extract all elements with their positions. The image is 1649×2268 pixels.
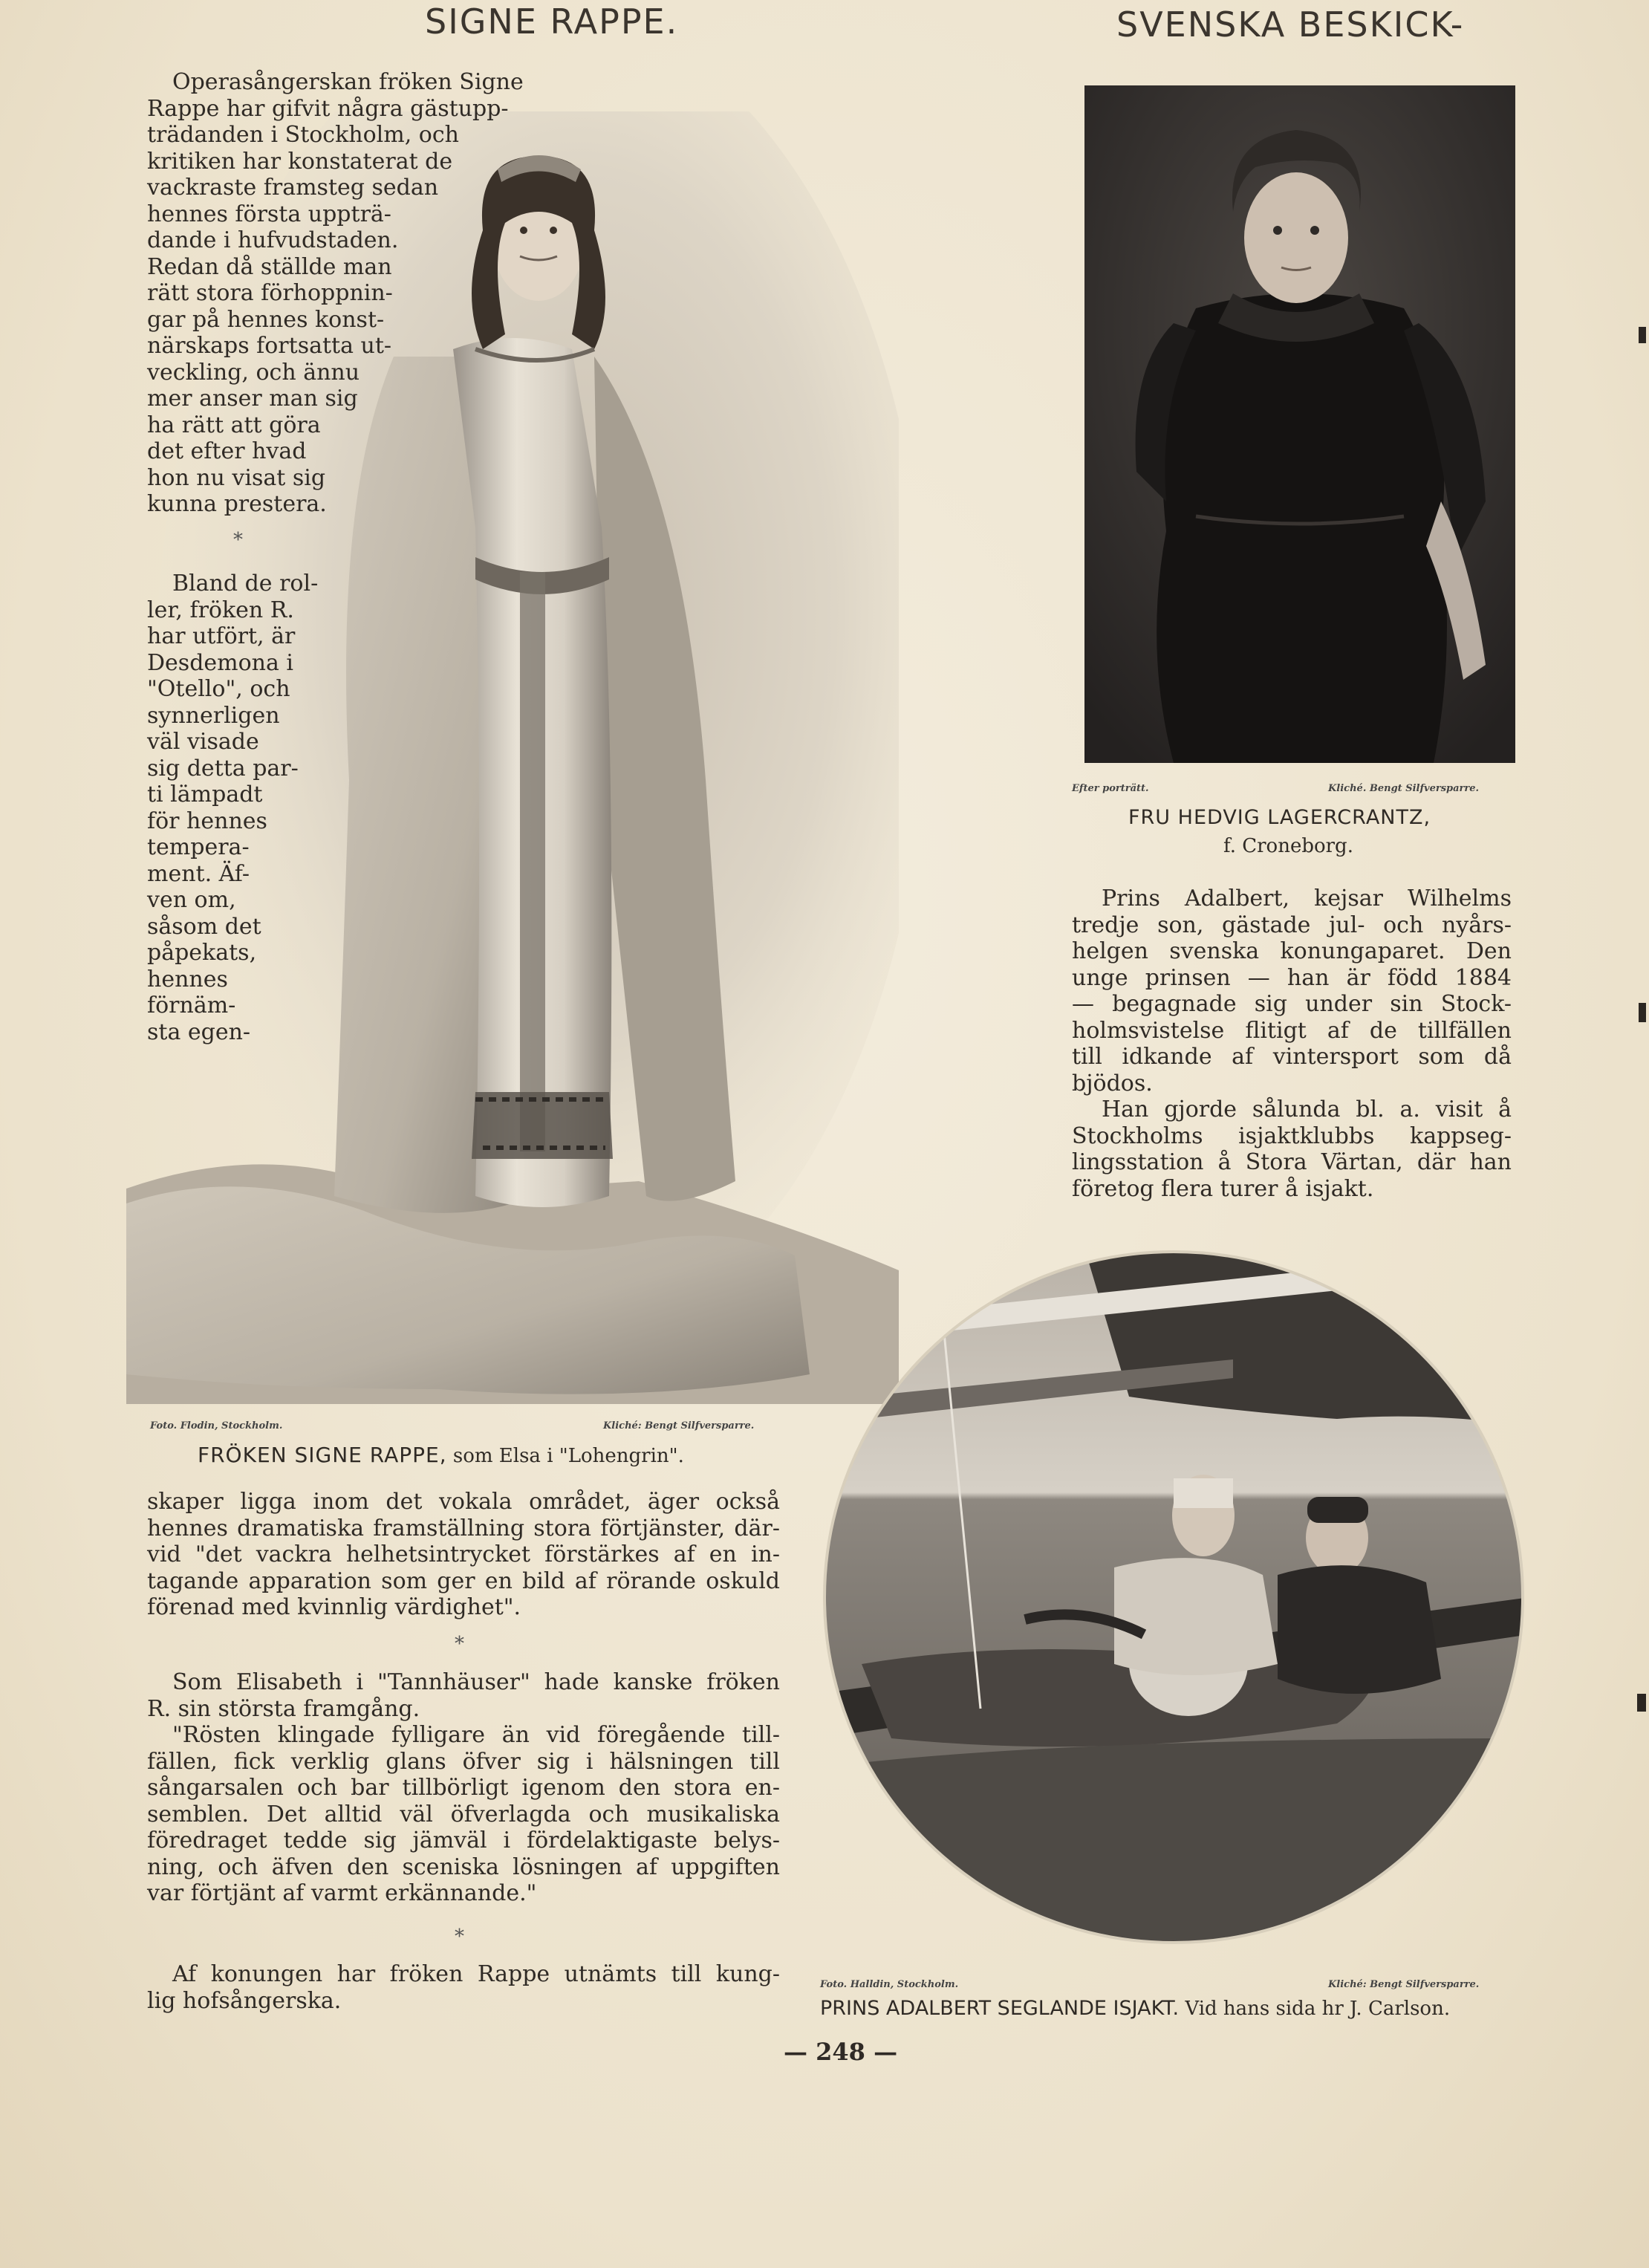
iceyacht-cliche-credit: Kliché: Bengt Silfversparre. — [1328, 1979, 1480, 1990]
lagercrantz-cliche-credit: Kliché. Bengt Silfversparre. — [1328, 783, 1480, 794]
rappe-photo-credit: Foto. Flodin, Stockholm. — [150, 1420, 283, 1432]
iceyacht-caption: PRINS ADALBERT SEGLANDE ISJAKT. Vid hans sida hr J. Carlson. — [820, 1997, 1451, 2020]
rappe-text-appointment: Af konungen har fröken Rappe utnämts till kung- lig hofsångerska. — [147, 1961, 780, 2014]
photo-ice-yacht — [817, 1248, 1530, 1946]
rappe-text-dramatic: skaper ligga inom det vokala området, äger också hennes dramatiska framställning stora förtjänster, där- vid "det vackra helhetsintrycket förstärkes af en in- tagande apparation som ger en bild af rörande oskuld förenad med kvinnlig värdighet". — [147, 1489, 780, 1620]
adalbert-text-visit: Prins Adalbert, kejsar Wilhelms tredje son, gästade jul- och nyårs- helgen svenska konungaparet. Den unge prinsen — han är född 1884 — begagnade sig under sin Stock- holmsvistelse flitigt af de tillfällen till idkande af vintersport som då bjödos. — [1072, 886, 1512, 1096]
photo-hedvig-lagercrantz — [1084, 85, 1515, 763]
rappe-text-roles: Bland de rol- ler, fröken R. har utfört, är Desdemona i "Otello", och synnerligen väl visade sig detta par- ti lämpadt för hennes tempera- ment. Äf- ven om, såsom det påpekats, hennes förnäm- sta egen- — [147, 571, 319, 1045]
lagercrantz-photo-credit: Efter porträtt. — [1072, 783, 1149, 794]
separator-star: * — [455, 1926, 464, 1948]
separator-star: * — [233, 529, 243, 551]
header-left: SIGNE RAPPE. — [425, 1, 679, 42]
rappe-text-intro: Operasångerskan fröken Signe Rappe har gifvit några gästupp- trädanden i Stockholm, och kritiken har konstaterat de vackraste framsteg sedan hennes första uppträ- dande i hufvudstaden. Redan då ställde man rätt stora förhoppnin- gar på hennes konst- närskaps fortsatta ut- veckling, och ännu mer anser man sig ha rätt att göra det efter hvad hon nu visat sig kunna prestera. — [147, 69, 524, 517]
separator-star: * — [455, 1633, 464, 1655]
lagercrantz-caption-maiden-name: f. Croneborg. — [1223, 835, 1353, 857]
adalbert-text-iceyacht: Han gjorde sålunda bl. a. visit å Stockholms isjaktklubbs kappseg- lingsstation å Stora Värtan, där han företog flera turer å isjakt. — [1072, 1096, 1512, 1202]
iceyacht-photo-credit: Foto. Halldin, Stockholm. — [820, 1979, 959, 1990]
margin-speck — [1637, 1694, 1646, 1712]
page-number: — 248 — — [784, 2038, 898, 2066]
lagercrantz-caption: FRU HEDVIG LAGERCRANTZ, — [1128, 806, 1431, 829]
rappe-cliche-credit: Kliché: Bengt Silfversparre. — [603, 1420, 755, 1432]
header-right: SVENSKA BESKICK- — [1116, 4, 1465, 45]
rappe-text-tannhauser: Som Elisabeth i "Tannhäuser" hade kanske fröken R. sin största framgång. "Rösten klingade fylligare än vid föregående till- fällen, fick verklig glans öfver sig i hälsningen till sångarsalen och bar tillbörligt igenom den stora en- semblen. Det alltid väl öfverlagda och musikaliska föredraget tedde sig jämväl i fördelaktigaste belys- ning, och äfven den sceniska lösningen af uppgiften var förtjänt af varmt erkännande." — [147, 1669, 780, 1906]
rappe-photo-caption: FRÖKEN SIGNE RAPPE, som Elsa i "Lohengrin". — [198, 1443, 684, 1467]
margin-speck — [1639, 327, 1646, 343]
margin-speck — [1639, 1003, 1646, 1022]
